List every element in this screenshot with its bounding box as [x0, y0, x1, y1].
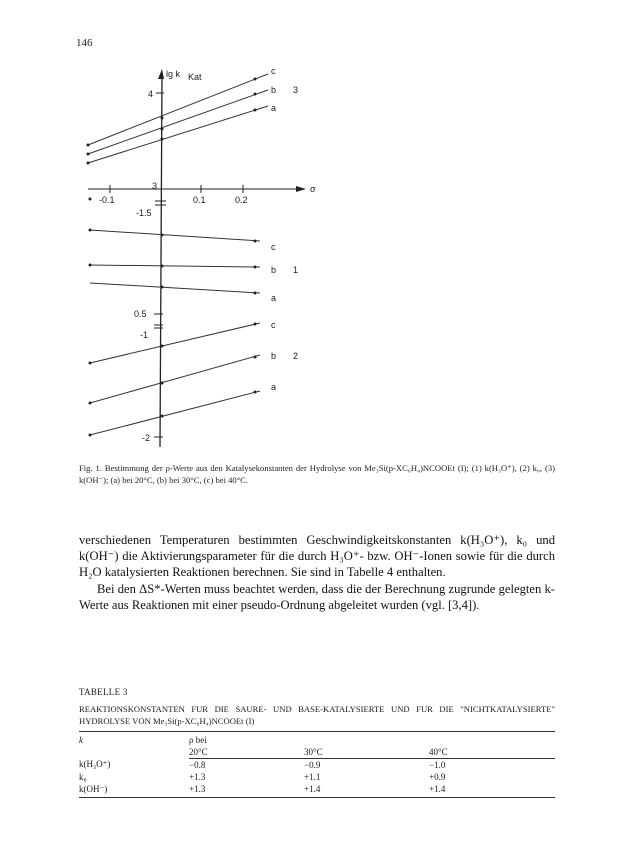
data-point	[89, 198, 92, 201]
table-cell: k₀	[79, 772, 87, 782]
y-tick-label: -2	[142, 433, 151, 443]
table-cell: +1.3	[189, 784, 206, 794]
data-point	[254, 109, 257, 112]
figure-caption: Fig. 1. Bestimmung der ρ-Werte aus den Katalysekonstanten der Hydrolyse von Me₃Si(p-XC₆H₄)NCOOEt (I); (1) k(H₃O⁺), (2) k₀, (3) k(OH⁻); (a) bei 20°C, (b) bei 30°C, (c) bei 40°C.	[79, 463, 555, 485]
table-cell: +1.4	[429, 784, 446, 794]
table-header-temp: 40°C	[429, 746, 555, 759]
table-cell: −0.8	[189, 760, 206, 770]
group-label-1: 1	[293, 265, 299, 275]
y-tick-label: 3	[152, 181, 158, 191]
table-row	[79, 759, 555, 772]
y-axis-arrow	[158, 69, 164, 79]
paragraph: Bei den ΔS*-Werten muss beachtet werden, dass die der Berechnung zugrunde gelegten k-Werte aus Reaktionen mit einer pseudo-Ordnung abgeleitet wurden (vgl. [3,4]).	[79, 581, 555, 612]
figure-svg	[60, 55, 380, 450]
table-cell: k(H₃O⁺)	[79, 759, 111, 770]
table-cell: +1.4	[304, 784, 321, 794]
data-point	[254, 356, 257, 359]
y-tick-label: -1.5	[136, 208, 152, 218]
x-axis-arrow	[296, 186, 306, 192]
table-cell: +1.1	[304, 772, 321, 782]
data-point	[87, 153, 90, 156]
table-cell: +1.3	[189, 772, 206, 782]
data-point	[161, 265, 164, 268]
line-group2-a	[90, 391, 260, 435]
body-text	[79, 532, 555, 613]
table-title: REAKTIONSKONSTANTEN FUR DIE SAURE- UND BASE-KATALYSIERTE UND FUR DIE "NICHTKATALYSIERTE" HYDROLYSE VON Me₃Si(p-XC₆H₄)NCOOEt (I)	[79, 704, 555, 726]
line-label-a: a	[271, 293, 277, 303]
line-label-a: a	[271, 382, 277, 392]
line-group1-a	[90, 283, 260, 293]
data-point	[161, 138, 164, 141]
table-label: TABELLE 3	[79, 687, 128, 697]
data-point	[161, 382, 164, 385]
y-tick-label: -1	[140, 330, 149, 340]
x-tick-label: 0.1	[193, 195, 206, 205]
group-label-2: 2	[293, 351, 299, 361]
line-label-b: b	[271, 265, 277, 275]
rho-value-figure	[60, 55, 380, 450]
data-point	[87, 144, 90, 147]
table-header-temp: 30°C	[304, 746, 429, 759]
line-label-c: c	[271, 242, 276, 252]
data-point	[89, 229, 92, 232]
line-group1-b	[90, 265, 260, 267]
line-label-a: a	[271, 103, 277, 113]
table-header-rho: ρ bei	[189, 735, 207, 745]
table-cell: −1.0	[429, 760, 446, 770]
y-tick-label: 4	[148, 89, 154, 99]
y-tick-label: 0.5	[134, 309, 147, 319]
data-point	[89, 362, 92, 365]
paragraph: verschiedenen Temperaturen bestimmten Geschwindigkeitskonstanten k(H₃O⁺), k₀ und k(OH⁻) die Aktivierungsparameter für die durch H₃O⁺- bzw. OH⁻-Ionen sowie für die durch H₂O katalysierten Reaktionen berechnen. Sie sind in Tabelle 4 enthalten.	[79, 533, 555, 580]
data-point	[89, 402, 92, 405]
line-label-b: b	[271, 85, 277, 95]
page-number: 146	[76, 37, 93, 49]
line-label-c: c	[271, 66, 276, 76]
line-group1-c	[90, 230, 260, 241]
line-group2-c	[90, 323, 260, 363]
y-axis	[160, 75, 162, 447]
data-point	[161, 128, 164, 131]
data-point	[254, 266, 257, 269]
table-row	[79, 771, 555, 783]
line-label-b: b	[271, 351, 277, 361]
table-cell: k(OH⁻)	[79, 783, 108, 794]
table-cell: −0.9	[304, 760, 321, 770]
table-header-temp: 20°C	[189, 746, 304, 759]
data-point	[89, 434, 92, 437]
data-point	[161, 286, 164, 289]
data-point	[254, 323, 257, 326]
line-group3-b	[88, 90, 268, 154]
data-point	[161, 345, 164, 348]
group-label-3: 3	[293, 85, 299, 95]
y-axis-label: lg k	[166, 69, 181, 79]
x-tick-label: -0.1	[99, 195, 115, 205]
data-point	[254, 78, 257, 81]
table-row	[79, 783, 555, 795]
line-label-c: c	[271, 320, 276, 330]
data-point	[89, 264, 92, 267]
data-point	[254, 292, 257, 295]
rho-table	[79, 731, 555, 798]
y-axis-label-sub: Kat	[188, 72, 202, 82]
data-point	[254, 93, 257, 96]
table-cell: +0.9	[429, 772, 446, 782]
data-points	[87, 78, 257, 437]
x-tick-label: 0.2	[235, 195, 248, 205]
data-point	[161, 415, 164, 418]
data-point	[87, 162, 90, 165]
table-header-k: k	[79, 735, 83, 745]
data-point	[254, 391, 257, 394]
data-point	[161, 117, 164, 120]
line-group2-b	[90, 355, 260, 403]
x-axis-label: σ	[310, 184, 316, 194]
data-point	[161, 234, 164, 237]
data-point	[254, 240, 257, 243]
